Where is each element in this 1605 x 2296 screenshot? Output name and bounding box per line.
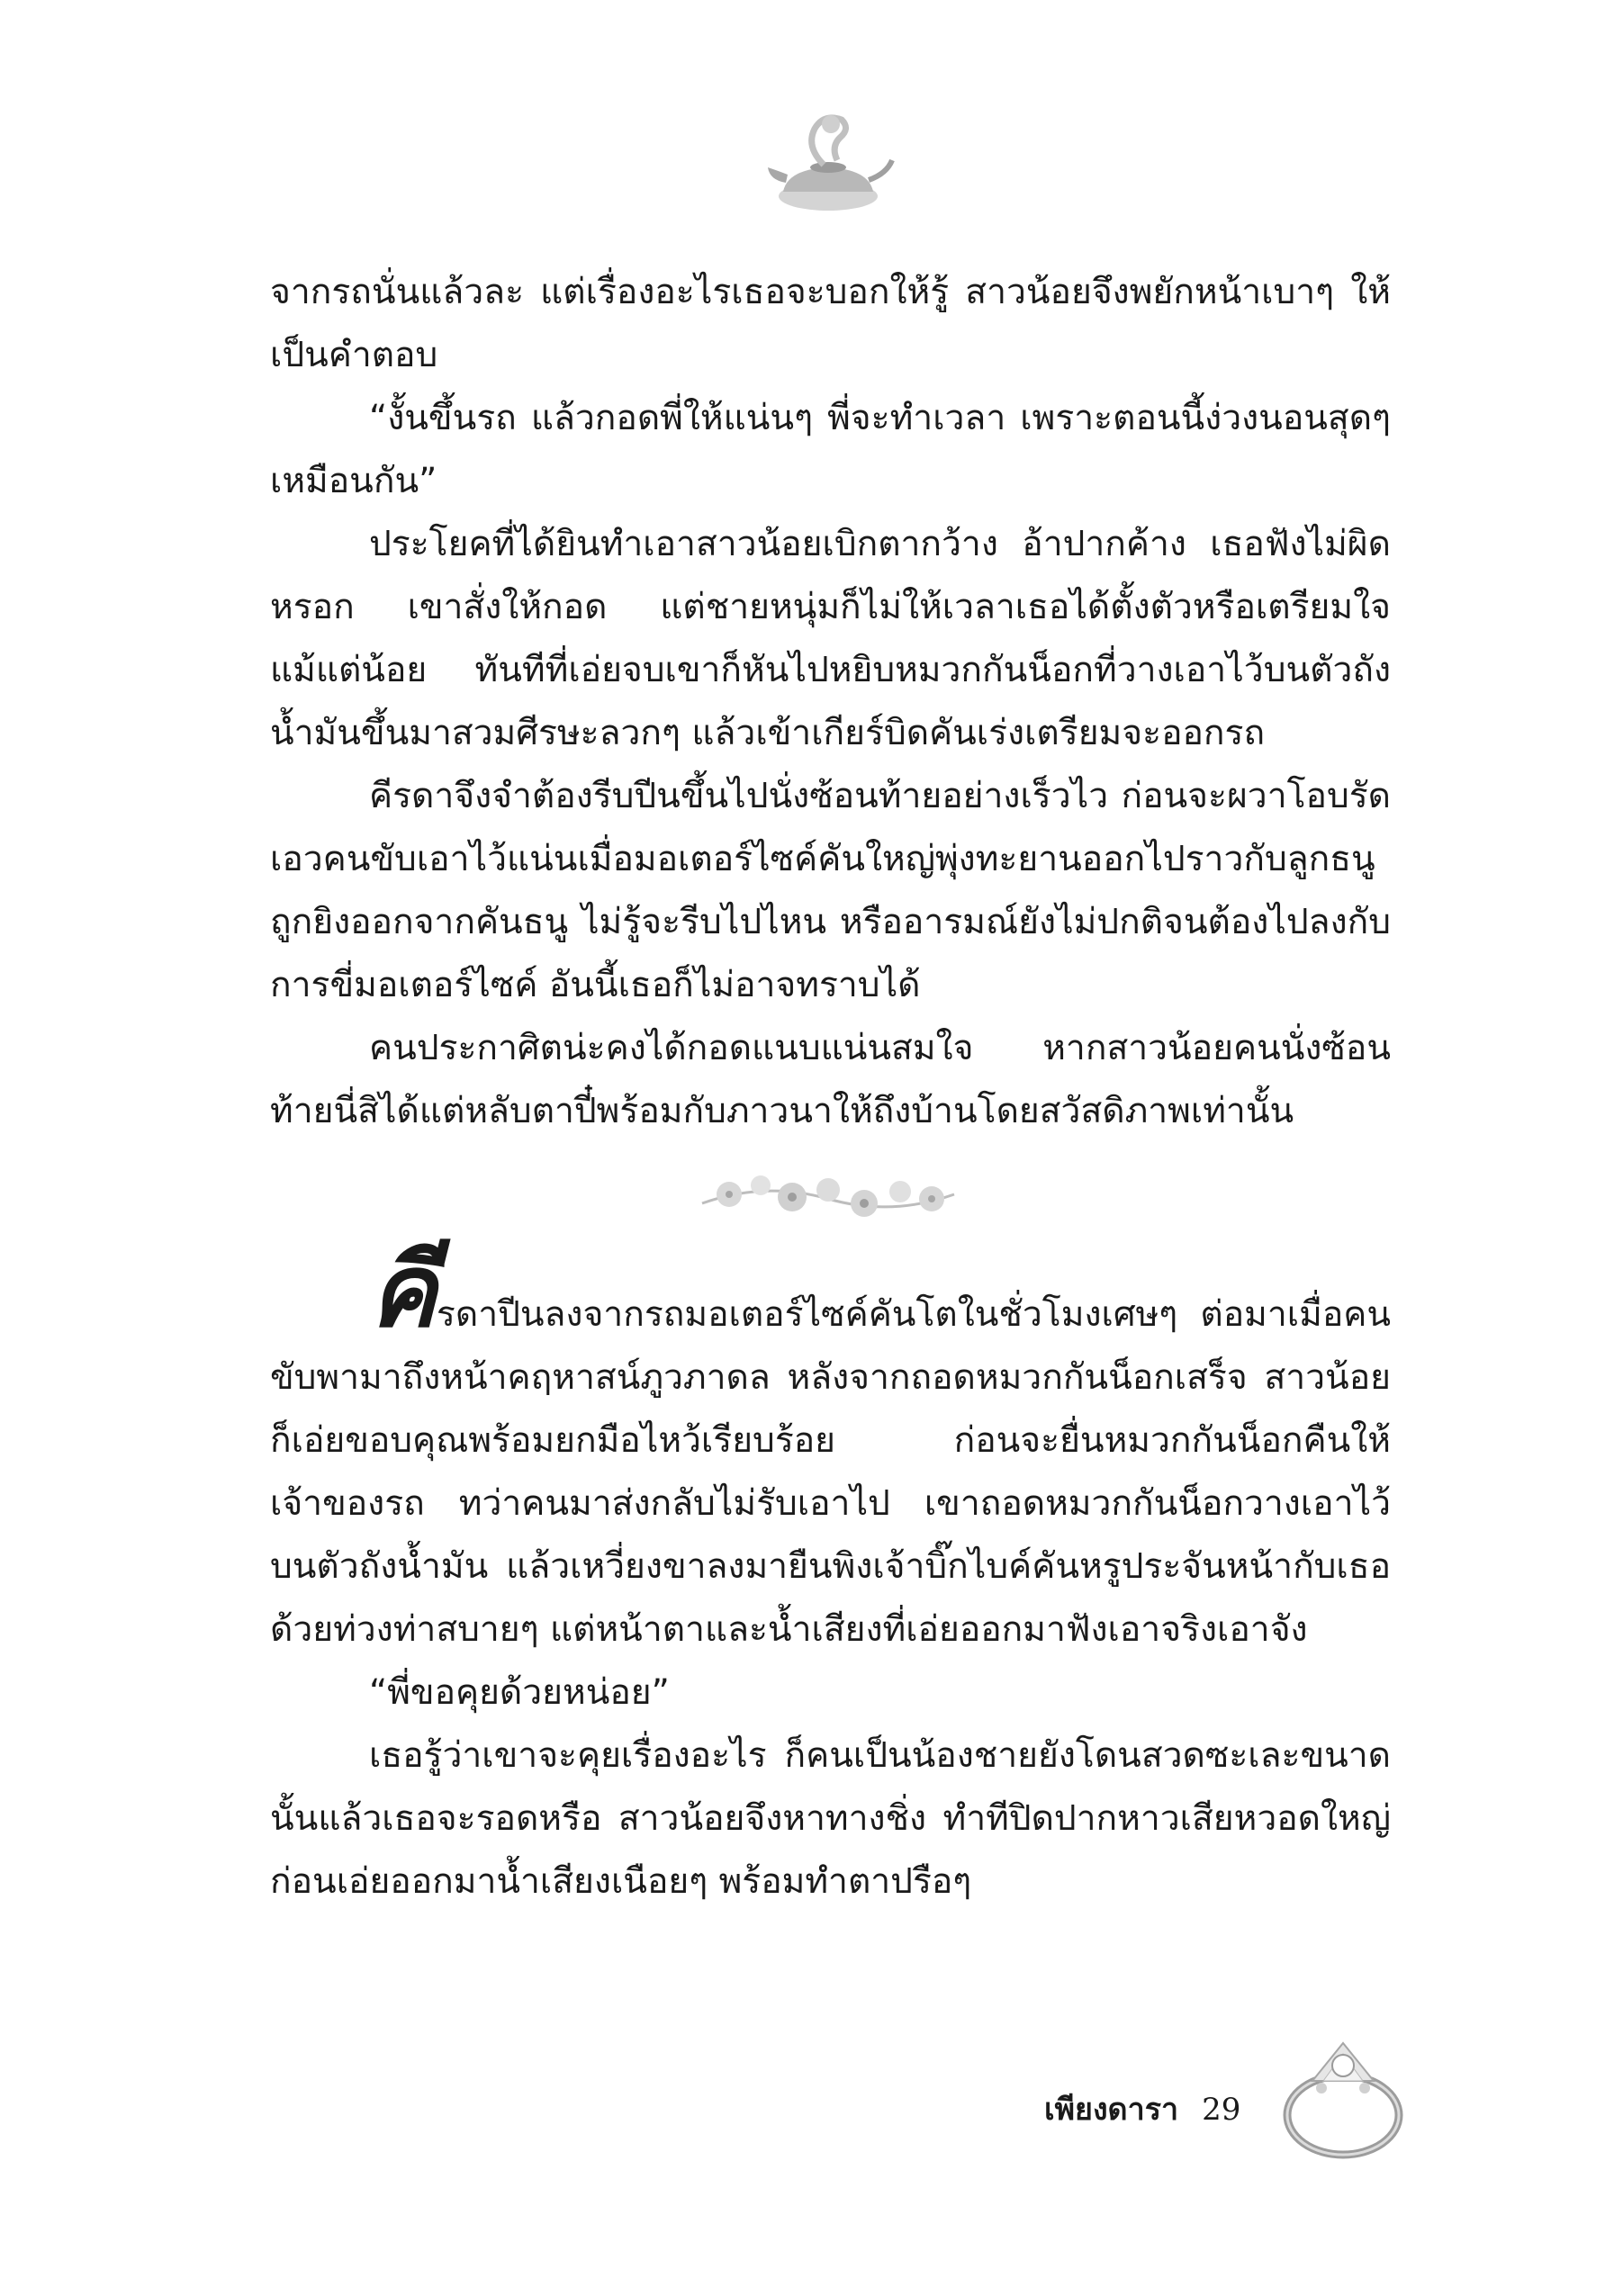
page-footer xyxy=(1044,2084,1240,2133)
paragraph: คีรดาจึงจำต้องรีบปีนขึ้นไปนั่งซ้อนท้ายอย่างเร็วไว ก่อนจะผวาโอบรัดเอวคนขับเอาไว้แน่นเมื่อมอเตอร์ไซค์คันใหญ่พุ่งทะยานออกไปราวกับลูกธนูถูกยิงออกจากคันธนู ไม่รู้จะรีบไปไหน หรืออารมณ์ยังไม่ปกติจนต้องไปลงกับการขี่มอเตอร์ไซค์ อันนี้เธอก็ไม่อาจทราบได้ xyxy=(270,776,1391,1005)
diamond-ring-icon xyxy=(1269,2025,1413,2169)
paragraph: จากรถนั่นแล้วละ แต่เรื่องอะไรเธอจะบอกให้รู้ สาวน้อยจึงพยักหน้าเบาๆ ให้เป็นคำตอบ xyxy=(270,272,1391,375)
paragraph: “พี่ขอคุยด้วยหน่อย” xyxy=(369,1672,670,1713)
book-title: เพียงดารา xyxy=(1044,2092,1179,2128)
paragraph: “งั้นขึ้นรถ แล้วกอดพี่ให้แน่นๆ พี่จะทำเวลา เพราะตอนนี้ง่วงนอนสุดๆ เหมือนกัน” xyxy=(270,398,1391,501)
chapter-opening-paragraph xyxy=(270,1232,1391,1661)
genie-lamp-icon xyxy=(761,97,896,223)
chapter-opening-text: รดาปีนลงจากรถมอเตอร์ไซค์คันโตในชั่วโมงเศษๆ ต่อมาเมื่อคนขับพามาถึงหน้าคฤหาสน์ภูวภาดล หลังจากถอดหมวกกันน็อกเสร็จ สาวน้อยก็เอ่ยขอบคุณพร้อมยกมือไหว้เรียบร้อย ก่อนจะยื่นหมวกกันน็อกคืนให้เจ้าของรถ ทว่าคนมาส่งกลับไม่รับเอาไป เขาถอดหมวกกันน็อกวางเอาไว้บนตัวถังน้ำมัน แล้วเหวี่ยงขาลงมายืนพิงเจ้าบิ๊กไบค์คันหรูประจันหน้ากับเธอด้วยท่วงท่าสบายๆ แต่หน้าตาและน้ำเสียงที่เอ่ยออกมาฟังเอาจริงเอาจัง xyxy=(270,1294,1391,1650)
floral-divider-icon xyxy=(693,1154,963,1235)
paragraph: คนประกาศิตน่ะคงได้กอดแนบแน่นสมใจ หากสาวน้อยคนนั่งซ้อนท้ายนี่สิได้แต่หลับตาปี๋พร้อมกับภาวนาให้ถึงบ้านโดยสวัสดิภาพเท่านั้น xyxy=(270,1028,1391,1131)
section-divider xyxy=(270,1143,1391,1260)
paragraph: ประโยคที่ได้ยินทำเอาสาวน้อยเบิกตากว้าง อ้าปากค้าง เธอฟังไม่ผิดหรอก เขาสั่งให้กอด แต่ชายหนุ่มก็ไม่ให้เวลาเธอได้ตั้งตัวหรือเตรียมใจแม้แต่น้อย ทันทีที่เอ่ยจบเขาก็หันไปหยิบหมวกกันน็อกที่วางเอาไว้บนตัวถังน้ำมันขึ้นมาสวมศีรษะลวกๆ แล้วเข้าเกียร์บิดคันเร่งเตรียมจะออกรถ xyxy=(270,524,1391,753)
body-text xyxy=(270,261,1391,1913)
page-number: 29 xyxy=(1202,2092,1241,2128)
paragraph: เธอรู้ว่าเขาจะคุยเรื่องอะไร ก็คนเป็นน้องชายยังโดนสวดซะเละขนาดนั้นแล้วเธอจะรอดหรือ สาวน้อยจึงหาทางชิ่ง ทำทีปิดปากหาวเสียหวอดใหญ่ ก่อนเอ่ยออกมาน้ำเสียงเนือยๆ พร้อมทำตาปรือๆ xyxy=(270,1735,1391,1902)
drop-cap: คี xyxy=(369,1232,437,1350)
